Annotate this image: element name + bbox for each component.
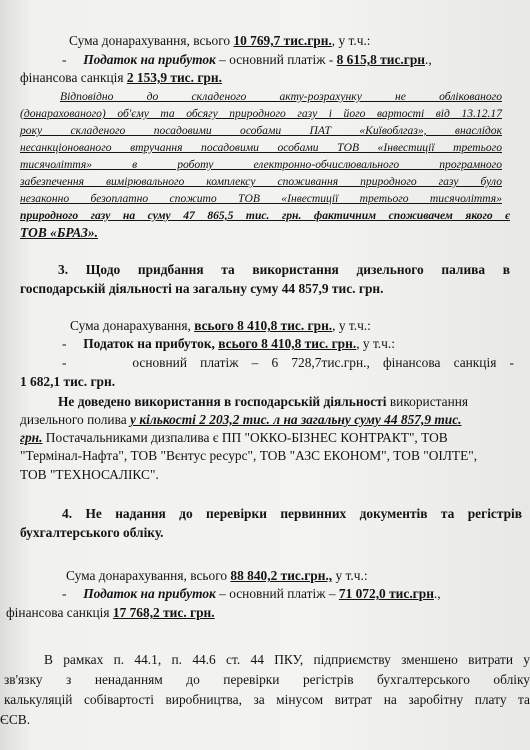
financial-sanction-line: фінансова санкція 2 153,9 тис. грн. — [20, 70, 222, 85]
profit-tax-line: - Податок на прибуток – основний платіж - 8 615,8 тис.грн., — [62, 52, 432, 67]
total-charge-value: 10 769,7 тис.грн. — [233, 33, 332, 48]
gas-para-line-1: Відповідно до складеного акту-розрахунку не облікованого — [60, 90, 502, 103]
gas-para-line-5: тисячоліття» в роботу електронно-обчислювального програмного — [20, 158, 502, 171]
gas-para-line-3: року складеного посадовими особами ПАТ «Київоблгаз», внаслідок — [20, 124, 502, 137]
section3-main-line: - основний платіж – 6 728,7тис.грн., фінансова санкція - — [62, 355, 514, 370]
section4-tax-line: - Податок на прибуток – основний платіж – 71 072,0 тис.грн., — [62, 586, 441, 601]
section4-para-line-1: В рамках п. 44.1, п. 44.6 ст. 44 ПКУ, підприємству зменшено витрати у — [44, 652, 530, 667]
section3-para-line-5: ТОВ "ТЕХНОСАЛІКС". — [20, 467, 159, 482]
section4-sum-line: Сума донарахування, всього 88 840,2 тис.грн., у т.ч.: — [66, 568, 368, 583]
section4-para-line-4: ЄСВ. — [0, 712, 31, 727]
gas-para-line-9: ТОВ «БРАЗ». — [20, 225, 98, 240]
gas-para-line-7: незаконно безоплатно спожито ТОВ «Інвестиції третього тисячоліття» — [20, 192, 502, 205]
gas-para-line-8: природного газу на суму 47 865,5 тис. грн. фактичним споживачем якого є — [20, 209, 510, 222]
section4-fin-line: фінансова санкція 17 768,2 тис. грн. — [6, 605, 215, 620]
section3-heading-2: господарській діяльності на загальну суму 44 857,9 тис. грн. — [20, 281, 384, 296]
gas-para-line-2: (донарахованого) об'єму та обсягу природного газу і його вартості від 13.12.17 — [20, 107, 502, 120]
section4-para-line-3: калькуляцій собівартості виробництва, за мінусом витрат на заробітну плату та — [4, 692, 530, 707]
section3-para-line-1: Не доведено використання в господарській діяльності використання — [58, 394, 469, 409]
section3-sum-line: Сума донарахування, всього 8 410,8 тис. грн., у т.ч.: — [70, 318, 371, 333]
section3-para-line-3: грн. Постачальниками дизпалива є ПП "ОККО-БІЗНЕС КОНТРАКТ", ТОВ — [20, 430, 448, 445]
section3-tax-line: - Податок на прибуток, всього 8 410,8 тис. грн., у т.ч.: — [62, 336, 395, 351]
gas-para-line-4: несанкціонованого втручання посадовими особами ТОВ «Інвестиції третього — [20, 141, 502, 154]
gas-para-line-6: забезпечення вимірювального комплексу споживання природного газу було — [20, 175, 502, 188]
section3-main-value: 1 682,1 тис. грн. — [20, 374, 116, 389]
section3-heading-1: 3. Щодо придбання та використання дизельного палива в — [58, 262, 510, 277]
section4-heading-1: 4. Не надання до перевірки первинних документів та регістрів — [62, 506, 522, 521]
total-charge-line: Сума донарахування, всього 10 769,7 тис.грн., у т.ч.: — [69, 33, 371, 48]
section3-para-line-4: "Термінал-Нафта", ТОВ "Вєнтус ресурс", ТОВ "АЗС ЕКОНОМ", ТОВ "ОІЛТЕ", — [20, 448, 478, 463]
section4-para-line-2: зв'язку з ненаданням до перевірки регістрів бухгалтерського обліку — [4, 672, 530, 687]
section4-heading-2: бухгалтерського обліку. — [20, 525, 164, 540]
section3-para-line-2: дизельного полива у кількості 2 203,2 тис. л на загальну суму 44 857,9 тис. — [20, 412, 462, 427]
